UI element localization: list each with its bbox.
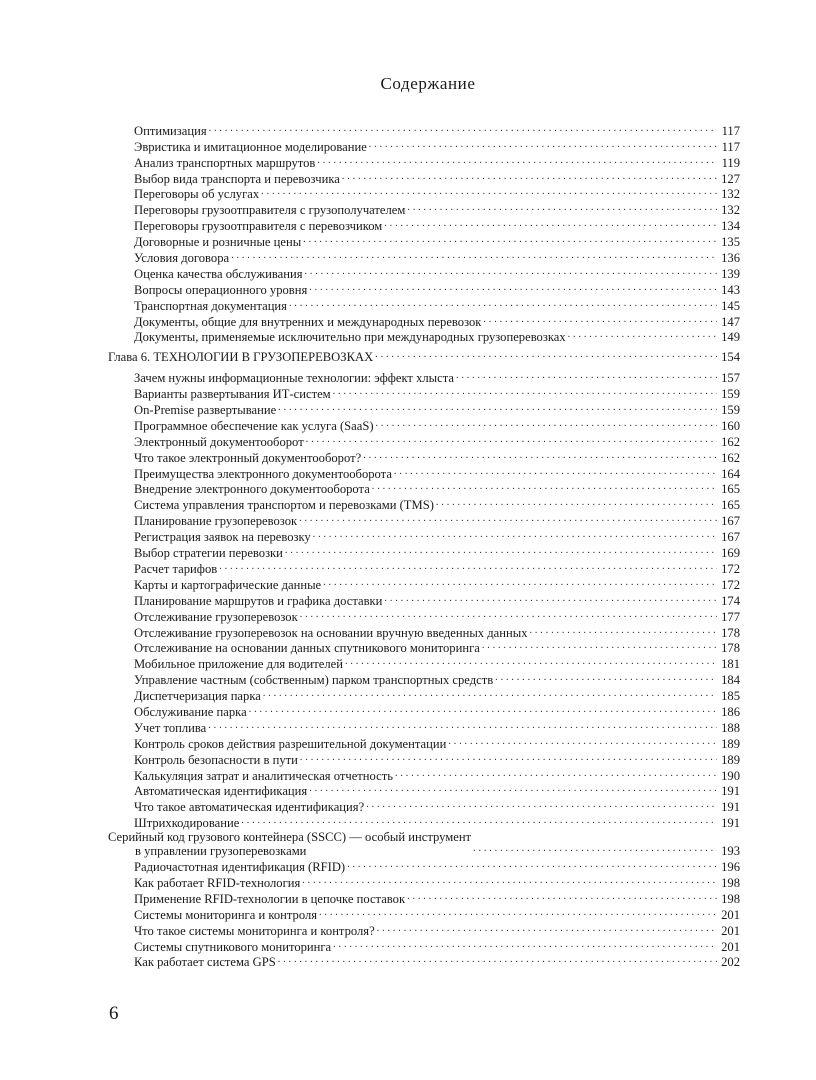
toc-page-number: 162 xyxy=(721,434,740,449)
toc-entry-title: Что такое системы мониторинга и контроля? xyxy=(134,923,375,938)
toc-entry xyxy=(108,592,740,608)
dot-leader xyxy=(495,673,717,685)
toc-entry-title: Учет топлива xyxy=(134,720,207,735)
toc-entry-title: Планирование маршрутов и графика доставки xyxy=(134,593,383,608)
toc-entry-title: Контроль безопасности в пути xyxy=(134,752,298,767)
toc-entry xyxy=(108,922,740,938)
toc-entry-title: Как работает система GPS xyxy=(134,955,276,970)
dot-leader xyxy=(407,203,717,215)
toc-page-number: 178 xyxy=(721,625,740,640)
toc-page-number: 172 xyxy=(721,561,740,576)
dot-leader xyxy=(300,753,717,765)
toc-entry-title: Карты и картографические данные xyxy=(134,577,322,592)
toc-chapter-entry xyxy=(108,348,740,364)
toc-page-number: 164 xyxy=(721,466,740,481)
dot-leader xyxy=(436,498,717,510)
toc-entry-title: Отслеживание грузоперевозок на основании вручную введенных данных xyxy=(134,625,528,640)
dot-leader xyxy=(289,299,717,311)
dot-leader xyxy=(363,451,717,463)
dot-leader xyxy=(313,530,717,542)
toc-entry-title: Документы, общие для внутренних и международных перевозок xyxy=(134,314,482,329)
toc-entry-title: Диспетчеризация парка xyxy=(134,689,261,704)
toc-entry xyxy=(108,528,740,544)
toc-entry xyxy=(108,401,740,417)
toc-entry xyxy=(108,783,740,799)
dot-leader xyxy=(319,908,717,920)
toc-page-number: 181 xyxy=(721,657,740,672)
toc-entry-title: Мобильное приложение для водителей xyxy=(134,657,343,672)
toc-entry xyxy=(108,313,740,329)
dot-leader xyxy=(384,219,717,231)
toc-entry xyxy=(108,481,740,497)
dot-leader xyxy=(372,482,717,494)
dot-leader xyxy=(345,657,717,669)
toc-entry xyxy=(108,297,740,313)
toc-entry xyxy=(108,858,740,874)
toc-page-number: 117 xyxy=(721,139,740,154)
toc-page-number: 162 xyxy=(721,450,740,465)
toc-page-number: 172 xyxy=(721,577,740,592)
toc-page-number: 132 xyxy=(721,187,740,202)
toc-entry xyxy=(108,385,740,401)
toc-entry xyxy=(108,751,740,767)
toc-entry-title: Управление частным (собственным) парком транспортных средств xyxy=(134,673,494,688)
toc-entry-title: Оптимизация xyxy=(134,123,207,138)
dot-leader xyxy=(309,283,717,295)
dot-leader xyxy=(278,955,717,967)
toc-page-number: 135 xyxy=(721,235,740,250)
dot-leader xyxy=(407,892,717,904)
dot-leader xyxy=(285,546,717,558)
toc-entry-title: Варианты развертывания ИТ-систем xyxy=(134,387,331,402)
toc-page-number: 119 xyxy=(721,155,740,170)
toc-page-number: 177 xyxy=(721,609,740,624)
toc-page-number: 145 xyxy=(721,298,740,313)
toc-page-number: 178 xyxy=(721,641,740,656)
toc-entry-title: Контроль сроков действия разрешительной документации xyxy=(134,736,447,751)
toc-entry xyxy=(108,496,740,512)
toc-page-number: 188 xyxy=(721,720,740,735)
page-title: Содержание xyxy=(380,74,476,93)
dot-leader xyxy=(249,705,717,717)
toc-entry xyxy=(108,671,740,687)
toc-entry-title: Система управления транспортом и перевозками (TMS) xyxy=(134,498,434,513)
toc-entry-title xyxy=(108,831,471,858)
dot-leader xyxy=(369,140,717,152)
toc-entry-title: Планирование грузоперевозок xyxy=(134,514,298,529)
dot-leader xyxy=(394,467,717,479)
dot-leader xyxy=(323,578,717,590)
toc-entry-title: Системы спутникового мониторинга xyxy=(134,939,332,954)
toc-entry xyxy=(108,560,740,576)
toc-entry-title: Преимущества электронного документооборота xyxy=(134,466,392,481)
toc-entry xyxy=(108,703,740,719)
dot-leader xyxy=(309,784,717,796)
toc-entry xyxy=(108,767,740,783)
toc-entry xyxy=(108,433,740,449)
toc-entry-title: Как работает RFID-технология xyxy=(134,875,301,890)
toc-page-number: 189 xyxy=(721,752,740,767)
toc-entry-title: Что такое автоматическая идентификация? xyxy=(134,800,365,815)
dot-leader xyxy=(306,435,717,447)
dot-leader xyxy=(473,844,717,856)
toc-entry-title: Выбор вида транспорта и перевозчика xyxy=(134,171,340,186)
toc-entry-title: Отслеживание грузоперевозок xyxy=(134,609,298,624)
dot-leader xyxy=(219,562,717,574)
toc-page-number: 190 xyxy=(721,768,740,783)
dot-leader xyxy=(317,156,717,168)
toc-page-number: 134 xyxy=(721,219,740,234)
toc-entry xyxy=(108,814,740,830)
toc-entry-title: Отслеживание на основании данных спутникового мониторинга xyxy=(134,641,480,656)
toc-page-number: 191 xyxy=(721,800,740,815)
toc-entry xyxy=(108,281,740,297)
toc-page-number: 165 xyxy=(721,498,740,513)
toc-entry xyxy=(108,512,740,528)
dot-leader xyxy=(448,737,717,749)
toc-page-number: 159 xyxy=(721,403,740,418)
toc-entry-title-line1: Серийный код грузового контейнера (SSCC) — особый инструмент xyxy=(108,830,472,845)
toc-entry-title: Документы, применяемые исключительно при международных грузоперевозках xyxy=(134,330,566,345)
toc-entry xyxy=(108,954,740,970)
toc-page-number: 139 xyxy=(721,266,740,281)
toc-entry xyxy=(108,265,740,281)
dot-leader xyxy=(483,315,717,327)
toc-entry-title: Вопросы операционного уровня xyxy=(134,282,308,297)
dot-leader xyxy=(568,330,717,342)
toc-entry-title: Транспортная документация xyxy=(134,298,287,313)
toc-page-number: 185 xyxy=(721,689,740,704)
toc-entry xyxy=(108,890,740,906)
dot-leader xyxy=(376,419,717,431)
dot-leader xyxy=(299,514,717,526)
toc-entry xyxy=(108,640,740,656)
toc-page-number: 174 xyxy=(721,593,740,608)
dot-leader xyxy=(231,251,717,263)
toc-page-number: 165 xyxy=(721,482,740,497)
toc-entry-title: Переговоры грузоотправителя с перевозчиком xyxy=(134,219,383,234)
toc-entry-title: Программное обеспечение как услуга (SaaS) xyxy=(134,418,374,433)
toc-page-number: 167 xyxy=(721,530,740,545)
toc-page-number: 202 xyxy=(721,955,740,970)
toc-entry-title: Переговоры об услугах xyxy=(134,187,260,202)
dot-leader xyxy=(304,267,717,279)
toc-entry xyxy=(108,624,740,640)
toc-entry-title: Применение RFID-технологии в цепочке поставок xyxy=(134,891,406,906)
toc-page-number: 189 xyxy=(721,736,740,751)
toc-entry-title: Электронный документооборот xyxy=(134,434,304,449)
toc-entry xyxy=(108,329,740,345)
toc-entry xyxy=(108,217,740,233)
dot-leader xyxy=(482,641,717,653)
dot-leader xyxy=(261,187,717,199)
toc-entry-title: Калькуляция затрат и аналитическая отчетность xyxy=(134,768,393,783)
dot-leader xyxy=(342,172,717,184)
toc-entry xyxy=(108,544,740,560)
toc-page-number: 117 xyxy=(721,123,740,138)
toc-page-number: 201 xyxy=(721,923,740,938)
toc-page-number: 193 xyxy=(721,844,740,859)
toc-entry-title: Оценка качества обслуживания xyxy=(134,266,303,281)
toc-entry-title: Эвристика и имитационное моделирование xyxy=(134,139,367,154)
toc-entry-title: Внедрение электронного документооборота xyxy=(134,482,370,497)
toc-entry xyxy=(108,874,740,890)
toc-page-number: 169 xyxy=(721,546,740,561)
toc-entry-title: Договорные и розничные цены xyxy=(134,235,302,250)
toc-entry xyxy=(108,449,740,465)
toc-entry-title: Обслуживание парка xyxy=(134,704,247,719)
toc-entry-title-line2: в управлении грузоперевозками xyxy=(135,843,307,858)
dot-leader xyxy=(384,594,717,606)
dot-leader xyxy=(208,721,717,733)
toc-entry xyxy=(108,417,740,433)
dot-leader xyxy=(263,689,717,701)
dot-leader xyxy=(530,626,718,638)
table-of-contents xyxy=(108,122,740,969)
toc-entry-title: Что такое электронный документооборот? xyxy=(134,450,362,465)
dot-leader xyxy=(333,387,717,399)
toc-entry xyxy=(108,201,740,217)
dot-leader xyxy=(302,876,717,888)
toc-entry-title: Глава 6. ТЕХНОЛОГИИ В ГРУЗОПЕРЕВОЗКАХ xyxy=(108,350,374,365)
toc-entry xyxy=(108,249,740,265)
toc-entry-title: Регистрация заявок на перевозку xyxy=(134,530,311,545)
dot-leader xyxy=(347,860,717,872)
toc-page-number: 154 xyxy=(721,350,740,365)
page-number: 6 xyxy=(109,1003,119,1024)
toc-page-number: 198 xyxy=(721,875,740,890)
toc-entry xyxy=(108,608,740,624)
toc-entry xyxy=(108,830,740,858)
toc-page-number: 198 xyxy=(721,891,740,906)
toc-entry-title: Системы мониторинга и контроля xyxy=(134,907,318,922)
toc-entry-title: Переговоры грузоотправителя с грузополучателем xyxy=(134,203,406,218)
toc-page-number: 132 xyxy=(721,203,740,218)
toc-entry-title: Выбор стратегии перевозки xyxy=(134,546,283,561)
toc-entry xyxy=(108,655,740,671)
toc-page-number: 201 xyxy=(721,907,740,922)
toc-page-number: 201 xyxy=(721,939,740,954)
toc-entry xyxy=(108,369,740,385)
toc-page-number: 143 xyxy=(721,282,740,297)
dot-leader xyxy=(300,610,717,622)
toc-page-number: 160 xyxy=(721,418,740,433)
dot-leader xyxy=(366,800,717,812)
toc-page-number: 186 xyxy=(721,704,740,719)
toc-page-number: 196 xyxy=(721,860,740,875)
toc-entry xyxy=(108,798,740,814)
toc-page-number: 149 xyxy=(721,330,740,345)
dot-leader xyxy=(395,769,717,781)
toc-entry xyxy=(108,154,740,170)
dot-leader xyxy=(375,350,717,362)
dot-leader xyxy=(278,403,717,415)
toc-entry-title: Автоматическая идентификация xyxy=(134,784,308,799)
toc-page-number: 159 xyxy=(721,387,740,402)
dot-leader xyxy=(209,124,717,136)
toc-entry xyxy=(108,170,740,186)
dot-leader xyxy=(333,940,717,952)
toc-entry-title: On-Premise развертывание xyxy=(134,403,277,418)
toc-entry-title: Зачем нужны информационные технологии: эффект хлыста xyxy=(134,371,454,386)
toc-page-number: 147 xyxy=(721,314,740,329)
toc-page-number: 136 xyxy=(721,251,740,266)
toc-entry-title: Радиочастотная идентификация (RFID) xyxy=(134,860,346,875)
toc-entry xyxy=(108,233,740,249)
toc-entry xyxy=(108,138,740,154)
toc-entry xyxy=(108,687,740,703)
dot-leader xyxy=(303,235,717,247)
toc-entry xyxy=(108,938,740,954)
toc-entry-title: Условия договора xyxy=(134,251,230,266)
toc-entry-title: Анализ транспортных маршрутов xyxy=(134,155,316,170)
toc-entry xyxy=(108,906,740,922)
toc-entry xyxy=(108,122,740,138)
toc-entry xyxy=(108,465,740,481)
toc-page-number: 191 xyxy=(721,816,740,831)
dot-leader xyxy=(377,924,717,936)
toc-entry xyxy=(108,719,740,735)
toc-page-number: 127 xyxy=(721,171,740,186)
toc-entry-title: Штрихкодирование xyxy=(134,816,240,831)
dot-leader xyxy=(241,816,717,828)
toc-page-number: 157 xyxy=(721,371,740,386)
toc-entry xyxy=(108,186,740,202)
toc-page-number: 184 xyxy=(721,673,740,688)
dot-leader xyxy=(456,371,717,383)
toc-entry xyxy=(108,576,740,592)
toc-entry xyxy=(108,735,740,751)
toc-page-number: 191 xyxy=(721,784,740,799)
toc-page-number: 167 xyxy=(721,514,740,529)
toc-entry-title: Расчет тарифов xyxy=(134,561,218,576)
